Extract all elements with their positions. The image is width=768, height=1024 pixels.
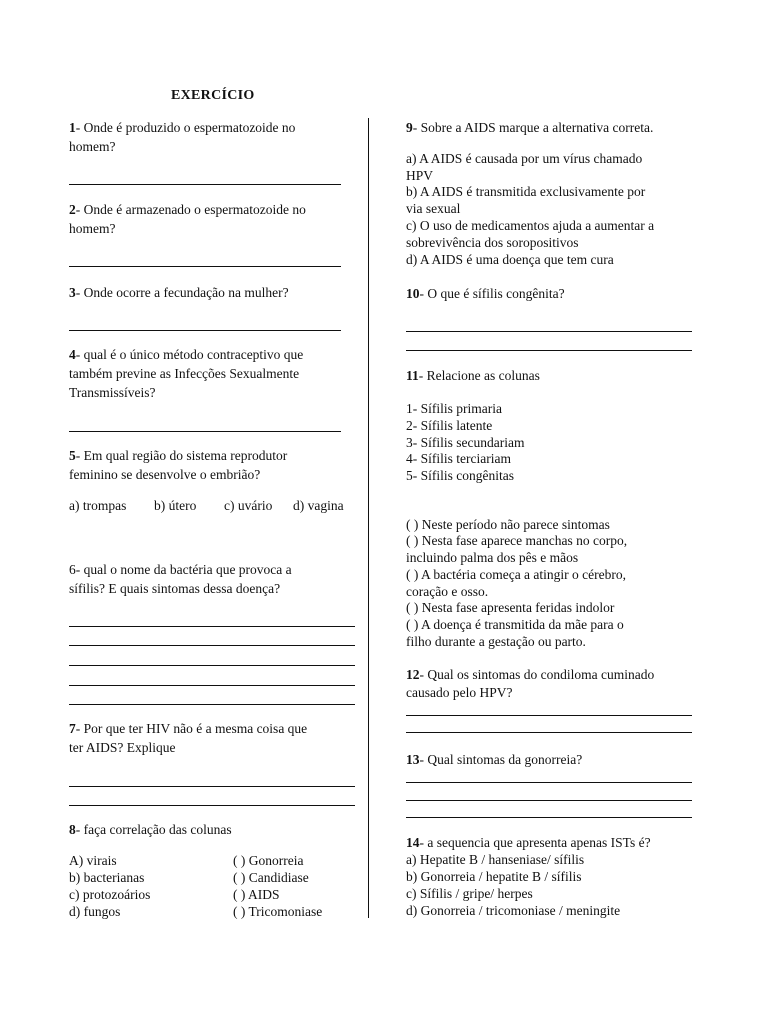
option-c[interactable]: c) uvário <box>224 498 273 513</box>
page-title: EXERCÍCIO <box>171 88 255 103</box>
answer-line[interactable] <box>69 431 341 432</box>
answer-line[interactable] <box>406 331 692 332</box>
q8-right-item[interactable]: ( ) Gonorreia <box>233 853 304 868</box>
question-9: 9- Sobre a AIDS marque a alternativa correta. <box>406 120 654 135</box>
question-5-cont: feminino se desenvolve o embrião? <box>69 467 261 482</box>
q11-match-cont: coração e osso. <box>406 584 489 599</box>
question-1-cont: homem? <box>69 139 116 154</box>
q9-line: via sexual <box>406 201 461 216</box>
q9-line: HPV <box>406 168 434 183</box>
q14-option[interactable]: c) Sífilis / gripe/ herpes <box>406 886 533 901</box>
q11-match-cont: incluindo palma dos pês e mãos <box>406 550 579 565</box>
q9-line: sobrevivência dos soropositivos <box>406 235 579 250</box>
question-4-cont: Transmissíveis? <box>69 385 156 400</box>
q11-match[interactable]: ( ) Nesta fase apresenta feridas indolor <box>406 600 615 615</box>
column-divider <box>368 118 369 918</box>
q9-line[interactable]: c) O uso de medicamentos ajuda a aumentar a <box>406 218 655 233</box>
answer-line[interactable] <box>406 715 692 716</box>
q11-match[interactable]: ( ) Nesta fase aparece manchas no corpo, <box>406 533 628 548</box>
answer-line[interactable] <box>406 350 692 351</box>
q14-option[interactable]: b) Gonorreia / hepatite B / sífilis <box>406 869 582 884</box>
answer-line[interactable] <box>69 266 341 267</box>
question-5: 5- Em qual região do sistema reprodutor <box>69 448 288 463</box>
question-3: 3- Onde ocorre a fecundação na mulher? <box>69 285 289 300</box>
answer-line[interactable] <box>69 184 341 185</box>
question-2: 2- Onde é armazenado o espermatozoide no <box>69 202 306 217</box>
option-d[interactable]: d) vagina <box>293 498 344 513</box>
question-11: 11- Relacione as colunas <box>406 368 540 383</box>
q9-line[interactable]: d) A AIDS é uma doença que tem cura <box>406 252 614 267</box>
question-4: 4- qual é o único método contraceptivo que <box>69 347 304 362</box>
question-7-cont: ter AIDS? Explique <box>69 740 176 755</box>
answer-line[interactable] <box>406 732 692 733</box>
question-7: 7- Por que ter HIV não é a mesma coisa que <box>69 721 308 736</box>
q8-right-item[interactable]: ( ) AIDS <box>233 887 280 902</box>
answer-line[interactable] <box>69 665 355 666</box>
q14-option[interactable]: d) Gonorreia / tricomoniase / meningite <box>406 903 621 918</box>
option-a[interactable]: a) trompas <box>69 498 127 513</box>
question-14: 14- a sequencia que apresenta apenas ISTs é? <box>406 835 651 850</box>
question-1: 1- Onde é produzido o espermatozoide no <box>69 120 296 135</box>
answer-line[interactable] <box>406 800 692 801</box>
answer-line[interactable] <box>69 704 355 705</box>
q11-match-cont: filho durante a gestação ou parto. <box>406 634 586 649</box>
question-12: 12- Qual os sintomas do condiloma cuminado <box>406 667 655 682</box>
q9-line[interactable]: a) A AIDS é causada por um vírus chamado <box>406 151 643 166</box>
question-8: 8- faça correlação das colunas <box>69 822 232 837</box>
q11-item: 3- Sífilis secundariam <box>406 435 525 450</box>
q8-right-item[interactable]: ( ) Candidiase <box>233 870 309 885</box>
question-6-cont: sífilis? E quais sintomas dessa doença? <box>69 581 281 596</box>
q9-line[interactable]: b) A AIDS é transmitida exclusivamente por <box>406 184 646 199</box>
question-13: 13- Qual sintomas da gonorreia? <box>406 752 583 767</box>
q14-option[interactable]: a) Hepatite B / hanseniase/ sífilis <box>406 852 585 867</box>
q11-match[interactable]: ( ) A bactéria começa a atingir o cérebro, <box>406 567 627 582</box>
q11-item: 2- Sífilis latente <box>406 418 493 433</box>
q8-left-item: A) virais <box>69 853 117 868</box>
q8-left-item: c) protozoários <box>69 887 151 902</box>
q11-item: 5- Sífilis congênitas <box>406 468 514 483</box>
answer-line[interactable] <box>69 786 355 787</box>
answer-line[interactable] <box>406 782 692 783</box>
question-6: 6- qual o nome da bactéria que provoca a <box>69 562 292 577</box>
question-4-cont: também previne as Infecções Sexualmente <box>69 366 300 381</box>
q8-right-item[interactable]: ( ) Tricomoniase <box>233 904 323 919</box>
q8-left-item: d) fungos <box>69 904 121 919</box>
question-2-cont: homem? <box>69 221 116 236</box>
answer-line[interactable] <box>406 817 692 818</box>
answer-line[interactable] <box>69 330 341 331</box>
answer-line[interactable] <box>69 626 355 627</box>
q8-left-item: b) bacterianas <box>69 870 145 885</box>
option-b[interactable]: b) útero <box>154 498 197 513</box>
q11-item: 1- Sífilis primaria <box>406 401 502 416</box>
q11-item: 4- Sífilis terciariam <box>406 451 511 466</box>
question-12-cont: causado pelo HPV? <box>406 685 513 700</box>
answer-line[interactable] <box>69 685 355 686</box>
answer-line[interactable] <box>69 805 355 806</box>
question-10: 10- O que é sífilis congênita? <box>406 286 565 301</box>
q11-match[interactable]: ( ) A doença é transmitida da mãe para o <box>406 617 624 632</box>
q11-match[interactable]: ( ) Neste período não parece sintomas <box>406 517 610 532</box>
answer-line[interactable] <box>69 645 355 646</box>
